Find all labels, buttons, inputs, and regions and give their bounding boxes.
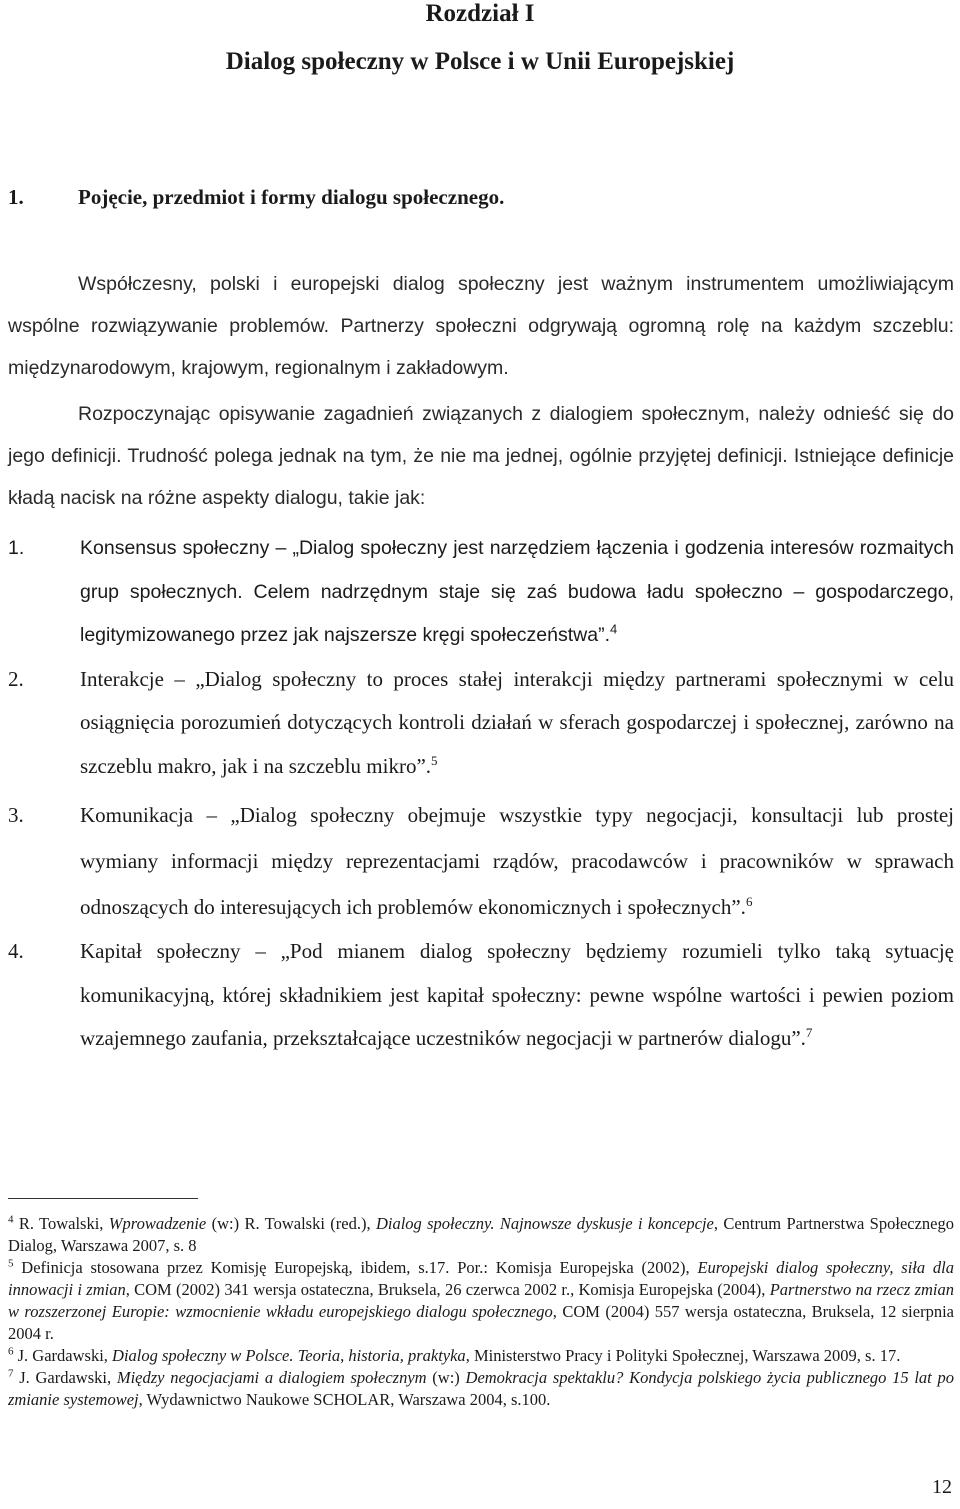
list-item-text: Interakcje – „Dialog społeczny to proces stałej interakcji między partnerami społecznymi w celu osiągnięcia porozumień dotyczących kontroli działań w sferach gospodarczej i społecznej, zarówno na szczeblu makro, jak i na szczeblu mikro”. (80, 666, 954, 778)
list-marker: 2. (8, 666, 24, 691)
list-item (8, 930, 954, 1061)
chapter-label: Rozdział I (425, 0, 535, 27)
paragraph-definitions: Rozpoczynając opisywanie zagadnień związanych z dialogiem społecznym, należy odnieść się do jego definicji. Trudność polega jednak na tym, że nie ma jednej, ogólnie przyjętej definicji. Istniejące definicje kładą nacisk na różne aspekty dialogu, takie jak: (8, 403, 954, 509)
footnote-ref: 5 (431, 752, 438, 768)
footnotes (8, 1213, 954, 1411)
footnote-6: $^6$ J. Gardawski, Dialog społeczny w Polsce. Teoria, historia, praktyka, Ministerstwo Pracy i Polityki Społecznej, Warszawa 2009, s. 17. (8, 1345, 901, 1365)
footnote-ref: 7 (805, 1025, 813, 1040)
list-marker: 1. (8, 537, 25, 559)
list-item-text: Kapitał społeczny – „Pod mianem dialog społeczny będziemy rozumieli tylko taką sytuację komunikacyjną, której składnikiem jest kapitał społeczny: pewne wspólne wartości i pewien poziom wzajemnego zaufania, przekształcające uczestników negocjacji w partnerów dialogu”. (80, 939, 954, 1050)
paragraph-intro: Współczesny, polski i europejski dialog społeczny jest ważnym instrumentem umożliwiającym wspólne rozwiązywanie problemów. Partnerzy społeczni odgrywają ogromną rolę na każdym szczeblu: międzynarodowym, krajowym, regionalnym i zakładowym. (8, 273, 954, 379)
footnote-4: $^4$ R. Towalski, Wprowadzenie (w:) R. Towalski (red.), Dialog społeczny. Najnowsze dyskusje i koncepcje, Centrum Partnerstwa Społecznego Dialog, Warszawa 2007, s. 8 (8, 1213, 954, 1255)
section-heading (8, 185, 504, 210)
section-title: Pojęcie, przedmiot i formy dialogu społecznego. (78, 185, 505, 209)
list-item (8, 658, 954, 789)
list-marker: 3. (8, 803, 24, 827)
footnote-ref: 6 (745, 894, 753, 909)
list-marker: 4. (8, 939, 24, 963)
list-item (8, 527, 954, 658)
chapter-title: Dialog społeczny w Polsce i w Unii Europejskiej (225, 48, 735, 75)
footnote-divider (8, 1198, 198, 1199)
list-item-text: Konsensus społeczny – „Dialog społeczny jest narzędziem łączenia i godzenia interesów rozmaitych grup społecznych. Celem nadrzędnym staje się zaś budowa ładu społeczno – gospodarczego, legitymizowanego przez jak najszersze kręgi społeczeństwa”. (80, 537, 954, 646)
section-number: 1. (8, 185, 24, 209)
list-item (8, 792, 954, 930)
page-number: 12 (932, 1476, 952, 1498)
definition-list (8, 527, 954, 1061)
footnote-7: $^7$ J. Gardawski, Między negocjacjami a dialogiem społecznym (w:) Demokracja spektaklu? Kondycja polskiego życia publicznego 15 lat po zmianie systemowej, Wydawnictwo Naukowe SCHOLAR, Warszawa 2004, s.100. (8, 1367, 954, 1409)
footnote-5: $^5$ Definicja stosowana przez Komisję Europejską, ibidem, s.17. Por.: Komisja Europejska (2002), Europejski dialog społeczny, siła dla innowacji i zmian, COM (2002) 341 wersja ostateczna, Bruksela, 26 czerwca 2002 r., Komisja Europejska (2004), Partnerstwo na rzecz zmian w rozszerzonej Europie: wzmocnienie wkładu europejskiego dialogu społecznego, COM (2004) 557 wersja ostateczna, Bruksela, 12 sierpnia 2004 r. (8, 1257, 955, 1343)
list-item-text: Komunikacja – „Dialog społeczny obejmuje wszystkie typy negocjacji, konsultacji lub prostej wymiany informacji między reprezentacjami rządów, pracodawców i pracowników w sprawach odnoszących do interesujących ich problemów ekonomicznych i społecznych”. (80, 803, 954, 919)
footnote-ref: 4 (610, 621, 618, 637)
